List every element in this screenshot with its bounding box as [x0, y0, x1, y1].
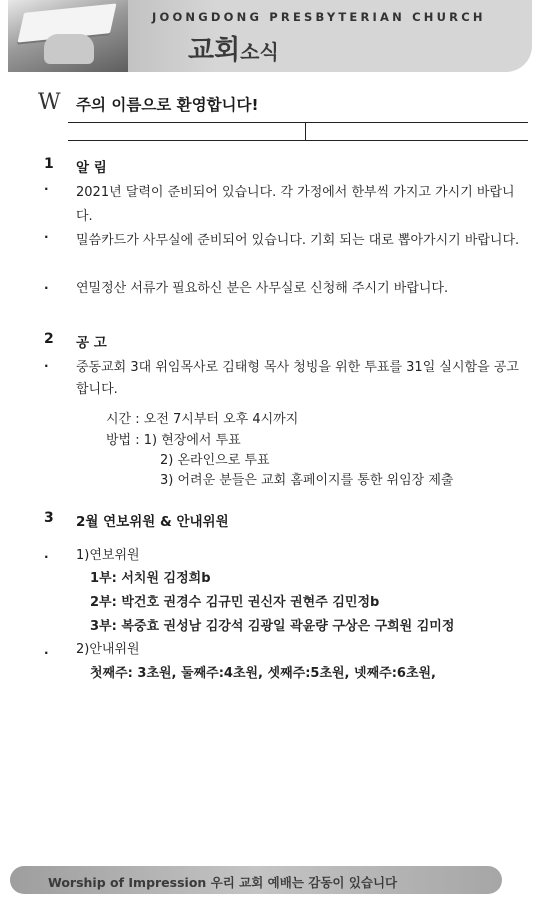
notice-item: 밀씀카드가 사무실에 준비되어 있습니다. 기회 되는 대로 뽑아가시기 바랍니다.: [76, 233, 520, 248]
title-small: 소식: [240, 40, 279, 64]
divider-split: [305, 122, 306, 141]
bullet: ·: [44, 230, 49, 244]
bullet: .: [44, 547, 49, 561]
section-2-number: 2: [44, 331, 54, 347]
divider-top: [68, 122, 528, 123]
vote-method-1: 방법 : 1) 현장에서 투표: [106, 433, 241, 448]
section-3-number: 3: [44, 510, 54, 526]
announcement-item: 중동교회 3대 위임목사로 김태형 목사 청빙을 위한 투표를 31일 실시함을 공고합니다.: [76, 360, 519, 397]
vote-method-2: 2) 온라인으로 투표: [160, 453, 270, 468]
notice-item: 연밀정산 서류가 필요하신 분은 사무실로 신청해 주시기 바랍니다.: [76, 281, 449, 296]
usher-committee-heading: 2)안내위원: [76, 642, 140, 657]
bullet: .: [44, 278, 49, 292]
usher-row: 첫째주: 3초원, 둘째주:4초원, 셋째주:5초원, 넷째주:6초원,: [90, 666, 436, 681]
welcome-letter: W: [38, 90, 61, 115]
offering-row-2: 2부: 박건호 권경수 김규민 권신자 권현주 김민정b: [90, 595, 380, 610]
section-3-title: 2월 연보위원 & 안내위원: [76, 514, 229, 530]
title-big: 교회: [188, 35, 241, 66]
offering-row-1: 1부: 서치원 김정희b: [90, 571, 211, 586]
page-title: [188, 28, 279, 67]
church-name: JOONGDONG PRESBYTERIAN CHURCH: [152, 10, 486, 24]
vote-method-3: 3) 어려운 분들은 교회 홈페이지를 통한 위임장 제출: [160, 473, 454, 488]
section-1-title: 알 림: [76, 160, 107, 176]
vote-time: 시간 : 오전 7시부터 오후 4시까지: [106, 412, 299, 427]
welcome-text: 주의 이름으로 환영합니다!: [76, 96, 259, 114]
notice-item: 2021년 달력이 준비되어 있습니다. 각 가정에서 한부씩 가지고 가시기 바랍니다.: [76, 185, 515, 224]
section-2-title: 공 고: [76, 335, 107, 351]
bible-hand-image: [8, 0, 128, 72]
offering-row-3: 3부: 복중효 권성남 김강석 김광일 곽윤량 구상은 구희원 김미정: [90, 619, 455, 634]
offering-committee-heading: 1)연보위원: [76, 548, 140, 563]
section-1-number: 1: [44, 156, 54, 172]
bullet: ·: [44, 182, 49, 196]
bullet: ·: [44, 359, 49, 373]
hand-shape: [44, 34, 94, 64]
divider-bottom: [68, 140, 528, 141]
footer-slogan: Worship of Impression 우리 교회 예배는 감동이 있습니다: [48, 875, 398, 890]
bullet: .: [44, 643, 49, 657]
